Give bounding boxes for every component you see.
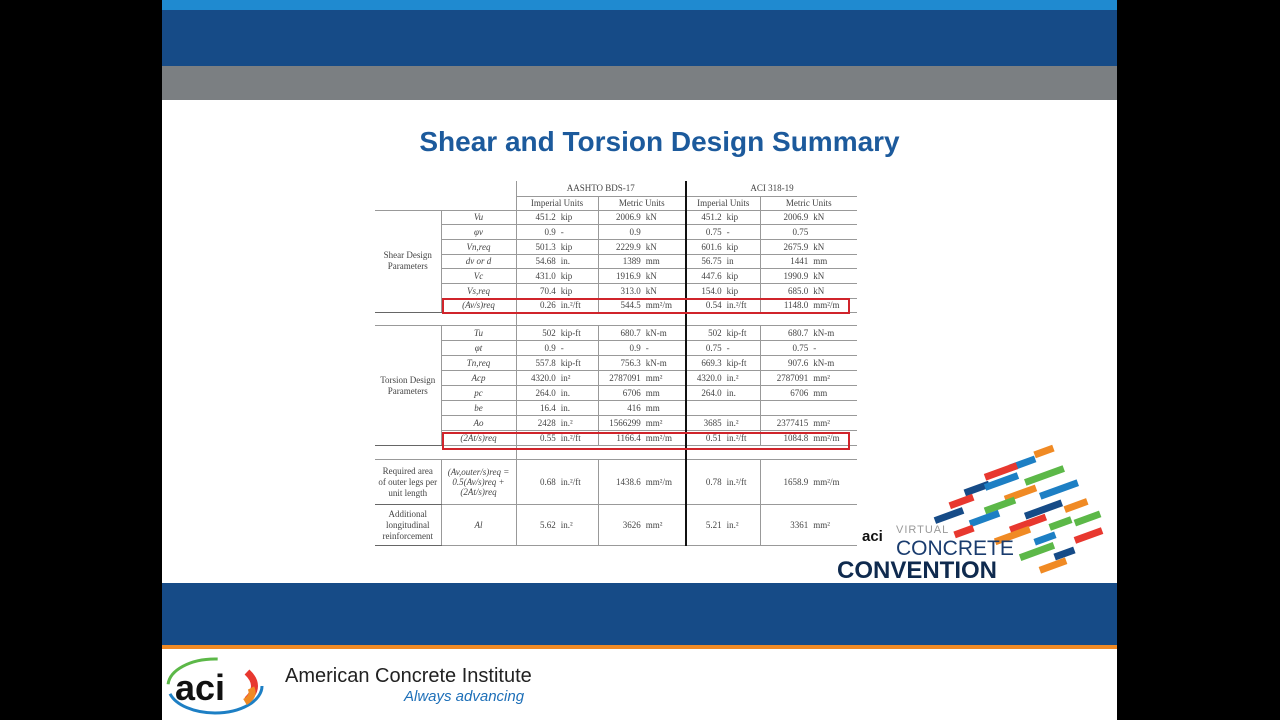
table-row [375,341,857,356]
value: 6706 [790,388,809,399]
unit: kip-ft [726,328,747,339]
value: 0.68 [540,477,556,488]
value: 2675.9 [783,241,809,252]
value-cell [516,460,598,505]
value-cell [686,371,760,386]
value-cell [686,386,760,401]
value-cell [516,356,598,371]
table-row [375,283,857,298]
logo-concrete-text: CONCRETE [896,537,1014,560]
unit: mm²/m [645,433,672,444]
unit: mm² [813,418,830,429]
value-cell [598,341,686,356]
brick [969,510,1001,527]
unit: mm² [645,418,663,429]
slide-title: Shear and Torsion Design Summary [419,126,900,157]
unit: mm [813,256,828,267]
value: 70.4 [540,285,556,296]
value-cell [760,341,857,356]
unit: kip-ft [560,328,581,339]
value: 0.9 [629,227,641,238]
slide [162,0,1117,720]
value-cell [598,401,686,416]
footer-band [162,583,1117,645]
unit: mm² [813,373,830,384]
value: 0.75 [792,227,809,238]
unit: mm [813,388,828,399]
unit: kip [726,212,739,223]
value-cell [598,356,686,371]
value-cell [516,416,598,431]
value: 502 [708,328,722,339]
value: 557.8 [535,358,556,369]
value-cell [516,210,598,225]
unit: - [726,343,730,354]
unit: in.² [726,418,739,429]
value: 1084.8 [783,433,809,444]
value-cell [686,356,760,371]
unit: kN [813,285,825,296]
unit: in.² [560,418,573,429]
header-metric: Metric Units [760,196,857,210]
value-cell [686,283,760,298]
value-cell [516,326,598,341]
value: 1389 [622,256,641,267]
brick [1074,527,1104,543]
unit: - [726,227,730,238]
value: 431.0 [535,271,556,282]
unit: - [560,343,564,354]
value: 2787091 [609,373,641,384]
table-row [375,505,857,546]
value-cell [598,505,686,546]
torsion-group-label: Torsion Design Parameters [375,326,441,446]
table-row [375,460,857,505]
brick [1024,465,1065,486]
unit: in.² [726,373,739,384]
unit: in. [560,403,571,414]
header-aci: ACI 318-19 [686,181,857,196]
table-row [375,269,857,284]
value: 1438.6 [616,477,641,488]
value: 502 [542,328,556,339]
value: 54.68 [535,256,556,267]
value: 3626 [622,520,641,531]
value-cell [598,210,686,225]
value-cell [760,371,857,386]
unit: in.²/ft [726,300,747,311]
unit: in.² [726,520,739,531]
aci-logo-text: aci [175,667,226,708]
parameter-symbol: pc [441,386,516,401]
value: 0.9 [544,343,556,354]
unit: kN [645,271,657,282]
value-cell [686,401,760,416]
table-row [375,254,857,269]
unit: in² [560,373,571,384]
parameter-symbol: Vs,req [441,283,516,298]
parameter-symbol: Vc [441,269,516,284]
value: 2006.9 [783,212,809,223]
unit: mm [645,256,660,267]
unit: mm²/m [645,477,672,488]
parameter-symbol: dv or d [441,254,516,269]
unit: in.²/ft [560,300,581,311]
table-row [375,210,857,225]
parameter-symbol: φv [441,225,516,240]
unit: mm²/m [813,433,840,444]
value-cell [686,326,760,341]
parameter-symbol: Vn,req [441,239,516,254]
value: 1916.9 [616,271,641,282]
value-cell [516,254,598,269]
parameter-symbol: φt [441,341,516,356]
value-cell [598,283,686,298]
unit: mm²/m [645,300,672,311]
value: 2787091 [776,373,809,384]
unit: kip [560,271,573,282]
parameter-symbol: (2At/s)req [441,431,516,446]
value-cell [598,371,686,386]
top-accent-bar [162,0,1117,10]
table-row [375,326,857,341]
unit: kN [813,271,825,282]
unit: in.²/ft [560,433,581,444]
value: 0.78 [705,477,722,488]
value: 416 [627,403,641,414]
value: 756.3 [620,358,641,369]
value: 451.2 [701,212,722,223]
aci-logo [165,656,265,716]
value: 680.7 [788,328,809,339]
unit: kip [726,285,739,296]
unit: in [726,256,734,267]
unit: mm [645,403,660,414]
value: 0.26 [540,300,556,311]
value: 0.55 [540,433,556,444]
value: 2229.9 [616,241,641,252]
value: 1148.0 [783,300,809,311]
value: 669.3 [701,358,722,369]
value-cell [516,341,598,356]
value: 4320.0 [696,373,722,384]
value: 0.75 [705,343,722,354]
value: 501.3 [535,241,556,252]
value-cell [598,460,686,505]
unit: in. [560,388,571,399]
unit: kip-ft [560,358,581,369]
brick [1039,479,1079,499]
aci-mini-mark: aci [862,528,883,545]
header-blank [375,196,516,210]
brick [1074,511,1102,527]
logo-virtual-text: VIRTUAL [896,524,950,536]
value: 447.6 [701,271,722,282]
brick [984,497,1016,515]
value: 0.54 [705,300,722,311]
value: 0.51 [705,433,722,444]
unit: mm [645,388,660,399]
header-imperial: Imperial Units [516,196,598,210]
design-summary-table [375,181,857,546]
value: 3361 [790,520,809,531]
value: 1990.9 [783,271,809,282]
value-cell [686,239,760,254]
value-cell [686,254,760,269]
value-cell [516,269,598,284]
value-cell [760,269,857,284]
unit: kip [560,212,573,223]
unit: kip [726,241,739,252]
value-cell [760,283,857,298]
value-cell [760,401,857,416]
value-cell [598,386,686,401]
value: 3685 [703,418,722,429]
value: 264.0 [535,388,556,399]
aci-name: American Concrete Institute [285,665,532,687]
parameter-symbol: Vu [441,210,516,225]
unit: in.²/ft [560,477,581,488]
value: 5.21 [705,520,722,531]
unit: kN [645,212,657,223]
table-row [375,239,857,254]
value-cell [516,225,598,240]
table-row [375,401,857,416]
value-cell [598,225,686,240]
value: 685.0 [788,285,809,296]
gray-band [162,66,1117,100]
value-cell [760,225,857,240]
unit: kN [813,241,825,252]
value: 1658.9 [783,477,809,488]
parameter-symbol: Tn,req [441,356,516,371]
unit: kN [645,241,657,252]
highlight-shear-av-s [442,298,850,314]
value-cell [686,460,760,505]
shear-group-label: Shear Design Parameters [375,210,441,313]
brick [1048,516,1072,530]
value-cell [516,505,598,546]
value-cell [516,386,598,401]
table-row [375,371,857,386]
unit: mm² [645,520,663,531]
unit: kip [560,285,573,296]
value-cell [598,254,686,269]
logo-convention-text: CONVENTION [837,557,998,584]
brick [1064,498,1089,513]
value: 264.0 [701,388,722,399]
value-cell [516,371,598,386]
table-row [375,356,857,371]
unit: mm² [645,373,663,384]
parameter-symbol: Tu [441,326,516,341]
value-cell [598,326,686,341]
value-cell [686,341,760,356]
unit: in. [560,256,571,267]
value: 5.62 [540,520,556,531]
value: 16.4 [540,403,556,414]
unit: mm² [813,520,830,531]
unit: kN-m [645,358,667,369]
unit: kN [813,212,825,223]
unit: in.² [560,520,573,531]
value: 0.75 [705,227,722,238]
value: 1441 [790,256,809,267]
value: 4320.0 [531,373,556,384]
value: 313.0 [620,285,641,296]
highlight-torsion-2at-s [442,432,850,450]
value: 154.0 [701,285,722,296]
parameter-symbol: (Av,outer/s)req = 0.5(Av/s)req + (2At/s)req [441,460,516,505]
parameter-symbol: (Av/s)req [441,298,516,313]
value: 680.7 [620,328,641,339]
value-cell [760,386,857,401]
value-cell [598,239,686,254]
value-cell [598,416,686,431]
aci-tagline: Always advancing [404,688,525,705]
parameter-symbol: Acp [441,371,516,386]
footer-orange-line [162,645,1117,649]
value-cell [686,210,760,225]
unit: in.²/ft [726,477,747,488]
value-cell [760,416,857,431]
value-cell [686,505,760,546]
brick [1033,445,1054,458]
value: 0.9 [544,227,556,238]
unit: in. [726,388,736,399]
table-row [375,416,857,431]
value-cell [760,210,857,225]
header-aashto: AASHTO BDS-17 [516,181,686,196]
value-cell [760,356,857,371]
value-cell [516,401,598,416]
unit: kN-m [813,358,835,369]
value: 0.9 [629,343,641,354]
unit: kip [560,241,573,252]
brick [1039,557,1068,573]
value: 56.75 [701,256,722,267]
value: 601.6 [701,241,722,252]
value: 2428 [537,418,556,429]
unit: in.²/ft [726,433,747,444]
value: 1566299 [609,418,641,429]
header-metric: Metric Units [598,196,686,210]
parameter-symbol: Ao [441,416,516,431]
value-cell [760,254,857,269]
longit-group-label: Additional longitudinal reinforcement [375,505,441,546]
value-cell [516,283,598,298]
value-cell [598,269,686,284]
value-cell [760,239,857,254]
value: 6706 [622,388,641,399]
table-row [375,386,857,401]
unit: - [645,343,649,354]
value: 2377415 [776,418,809,429]
value-cell [760,326,857,341]
value-cell [686,269,760,284]
value: 2006.9 [616,212,641,223]
value: 0.75 [792,343,809,354]
value-cell [686,225,760,240]
value: 544.5 [620,300,641,311]
brick [934,507,965,524]
header-imperial: Imperial Units [686,196,760,210]
value-cell [686,416,760,431]
parameter-symbol: Al [441,505,516,546]
virtual-concrete-convention-logo [834,440,1104,585]
unit: kN-m [645,328,667,339]
value: 1166.4 [616,433,641,444]
unit: kN-m [813,328,835,339]
unit: kip-ft [726,358,747,369]
value: 907.6 [788,358,809,369]
unit: kip [726,271,739,282]
parameter-symbol: be [441,401,516,416]
unit: - [560,227,564,238]
header-band [162,10,1117,66]
value-cell [516,239,598,254]
unit: kN [645,285,657,296]
unit: mm²/m [813,300,840,311]
unit: - [813,343,817,354]
header-blank [375,181,516,196]
table-row [375,225,857,240]
unit: mm²/m [813,477,840,488]
value: 451.2 [535,212,556,223]
outer-group-label: Required area of outer legs per unit length [375,460,441,505]
